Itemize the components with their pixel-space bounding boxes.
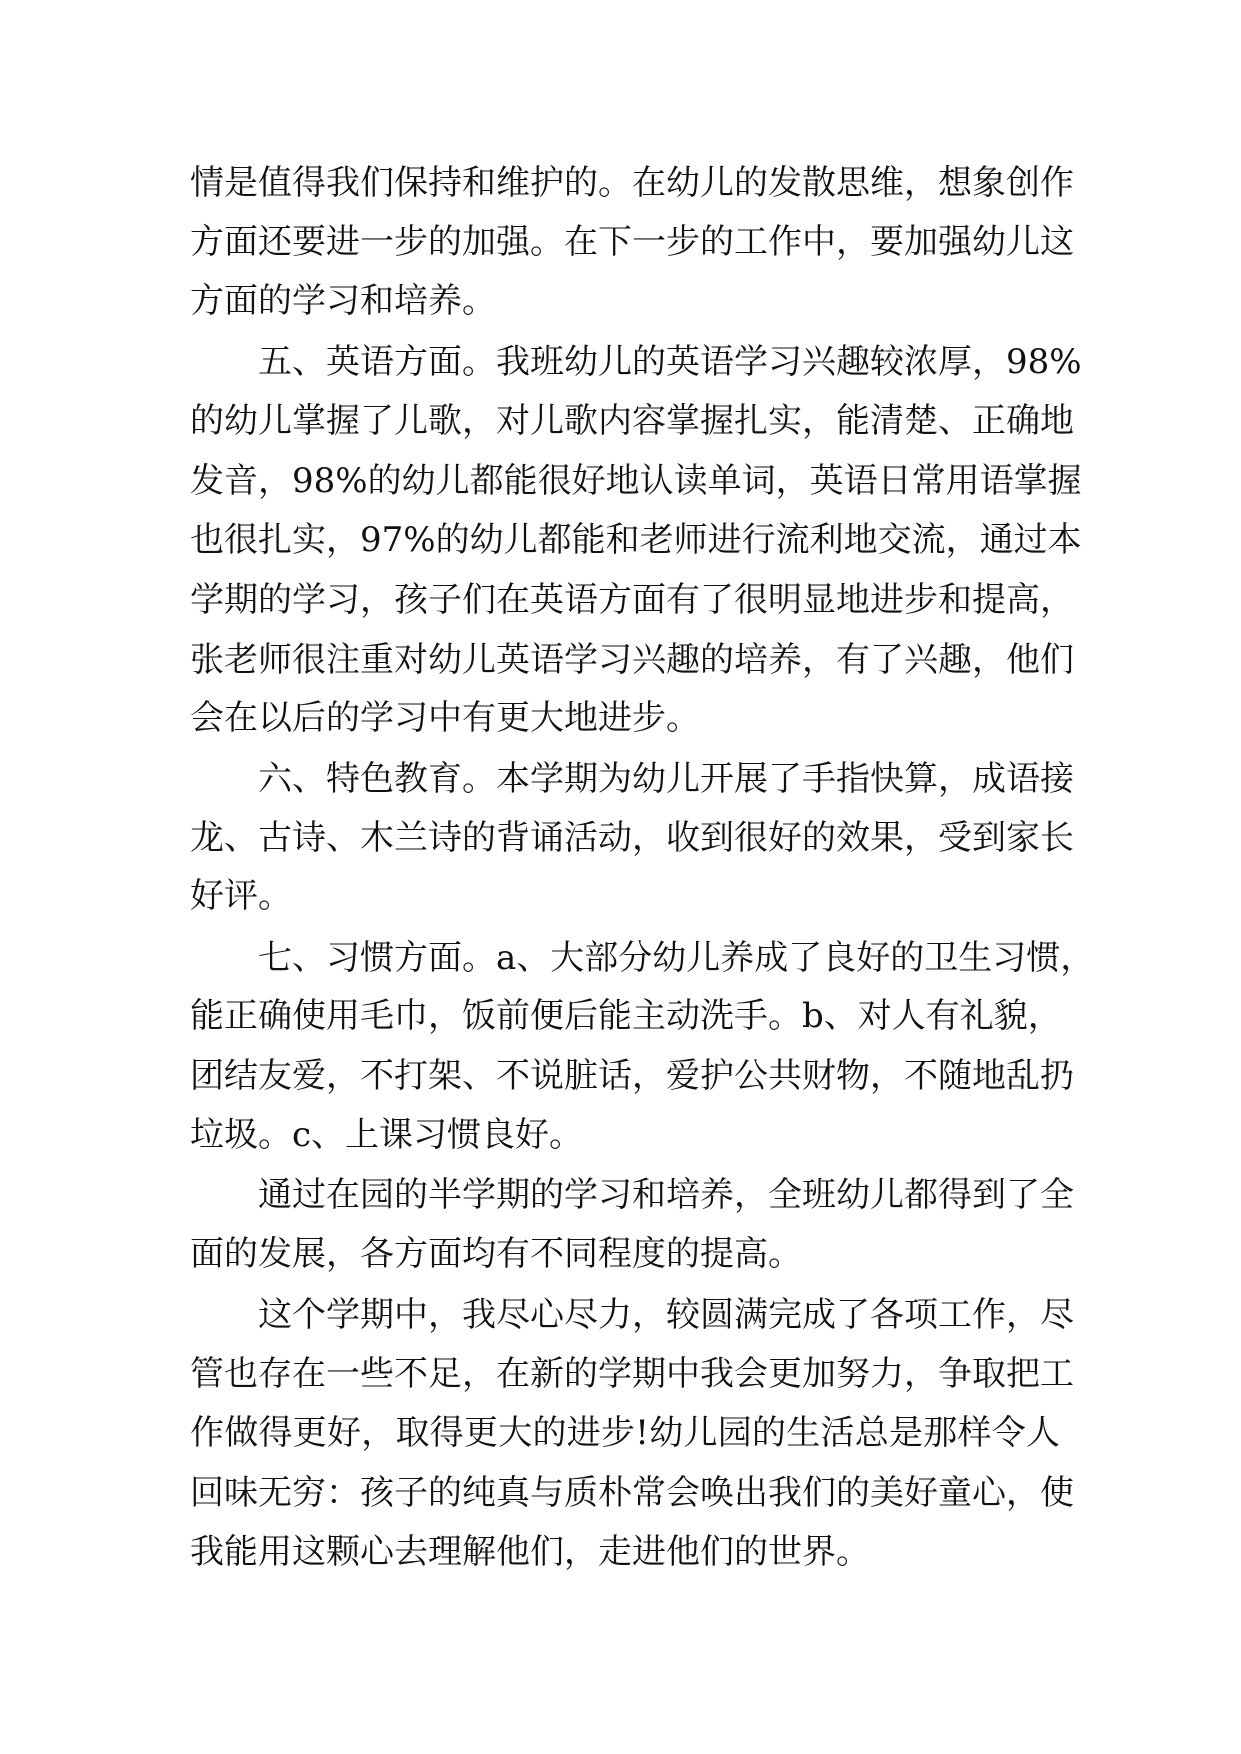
text-line: 好评。	[190, 876, 292, 916]
text-line: 方面的学习和培养。	[190, 281, 496, 321]
text-line: 会在以后的学习中有更大地进步。	[190, 698, 700, 738]
text-line: 面的发展，各方面均有不同程度的提高。	[190, 1234, 802, 1274]
text-line: 能正确使用毛巾，饭前便后能主动洗手。b、对人有礼貌，	[190, 996, 1062, 1036]
paragraph-first-line: 五、英语方面。我班幼儿的英语学习兴趣较浓厚，98%	[258, 342, 1082, 382]
paragraph-first-line: 六、特色教育。本学期为幼儿开展了手指快算，成语接	[258, 759, 1074, 799]
text-line: 龙、古诗、木兰诗的背诵活动，收到很好的效果，受到家长	[190, 818, 1074, 858]
text-line: 管也存在一些不足，在新的学期中我会更加努力，争取把工	[190, 1354, 1074, 1394]
paragraph-first-line: 通过在园的半学期的学习和培养，全班幼儿都得到了全	[258, 1175, 1074, 1215]
text-line: 情是值得我们保持和维护的。在幼儿的发散思维，想象创作	[190, 163, 1074, 203]
text-line: 团结友爱，不打架、不说脏话，爱护公共财物，不随地乱扔	[190, 1056, 1074, 1096]
text-line: 作做得更好，取得更大的进步!幼儿园的生活总是那样令人	[190, 1413, 1060, 1453]
text-line: 学期的学习，孩子们在英语方面有了很明显地进步和提高，	[190, 580, 1074, 620]
paragraph-first-line: 这个学期中，我尽心尽力，较圆满完成了各项工作，尽	[258, 1295, 1074, 1335]
text-line: 也很扎实，97%的幼儿都能和老师进行流利地交流，通过本	[190, 520, 1082, 560]
text-line: 发音，98%的幼儿都能很好地认读单词，英语日常用语掌握	[190, 461, 1082, 501]
text-line: 我能用这颗心去理解他们，走进他们的世界。	[190, 1532, 870, 1572]
text-line: 张老师很注重对幼儿英语学习兴趣的培养，有了兴趣，他们	[190, 640, 1074, 680]
text-line: 垃圾。c、上课习惯良好。	[190, 1115, 584, 1155]
text-line: 的幼儿掌握了儿歌，对儿歌内容掌握扎实，能清楚、正确地	[190, 401, 1074, 441]
text-line: 回味无穷：孩子的纯真与质朴常会唤出我们的美好童心，使	[190, 1473, 1074, 1513]
text-line: 方面还要进一步的加强。在下一步的工作中，要加强幼儿这	[190, 222, 1074, 262]
paragraph-first-line: 七、习惯方面。a、大部分幼儿养成了良好的卫生习惯，	[258, 938, 1095, 978]
